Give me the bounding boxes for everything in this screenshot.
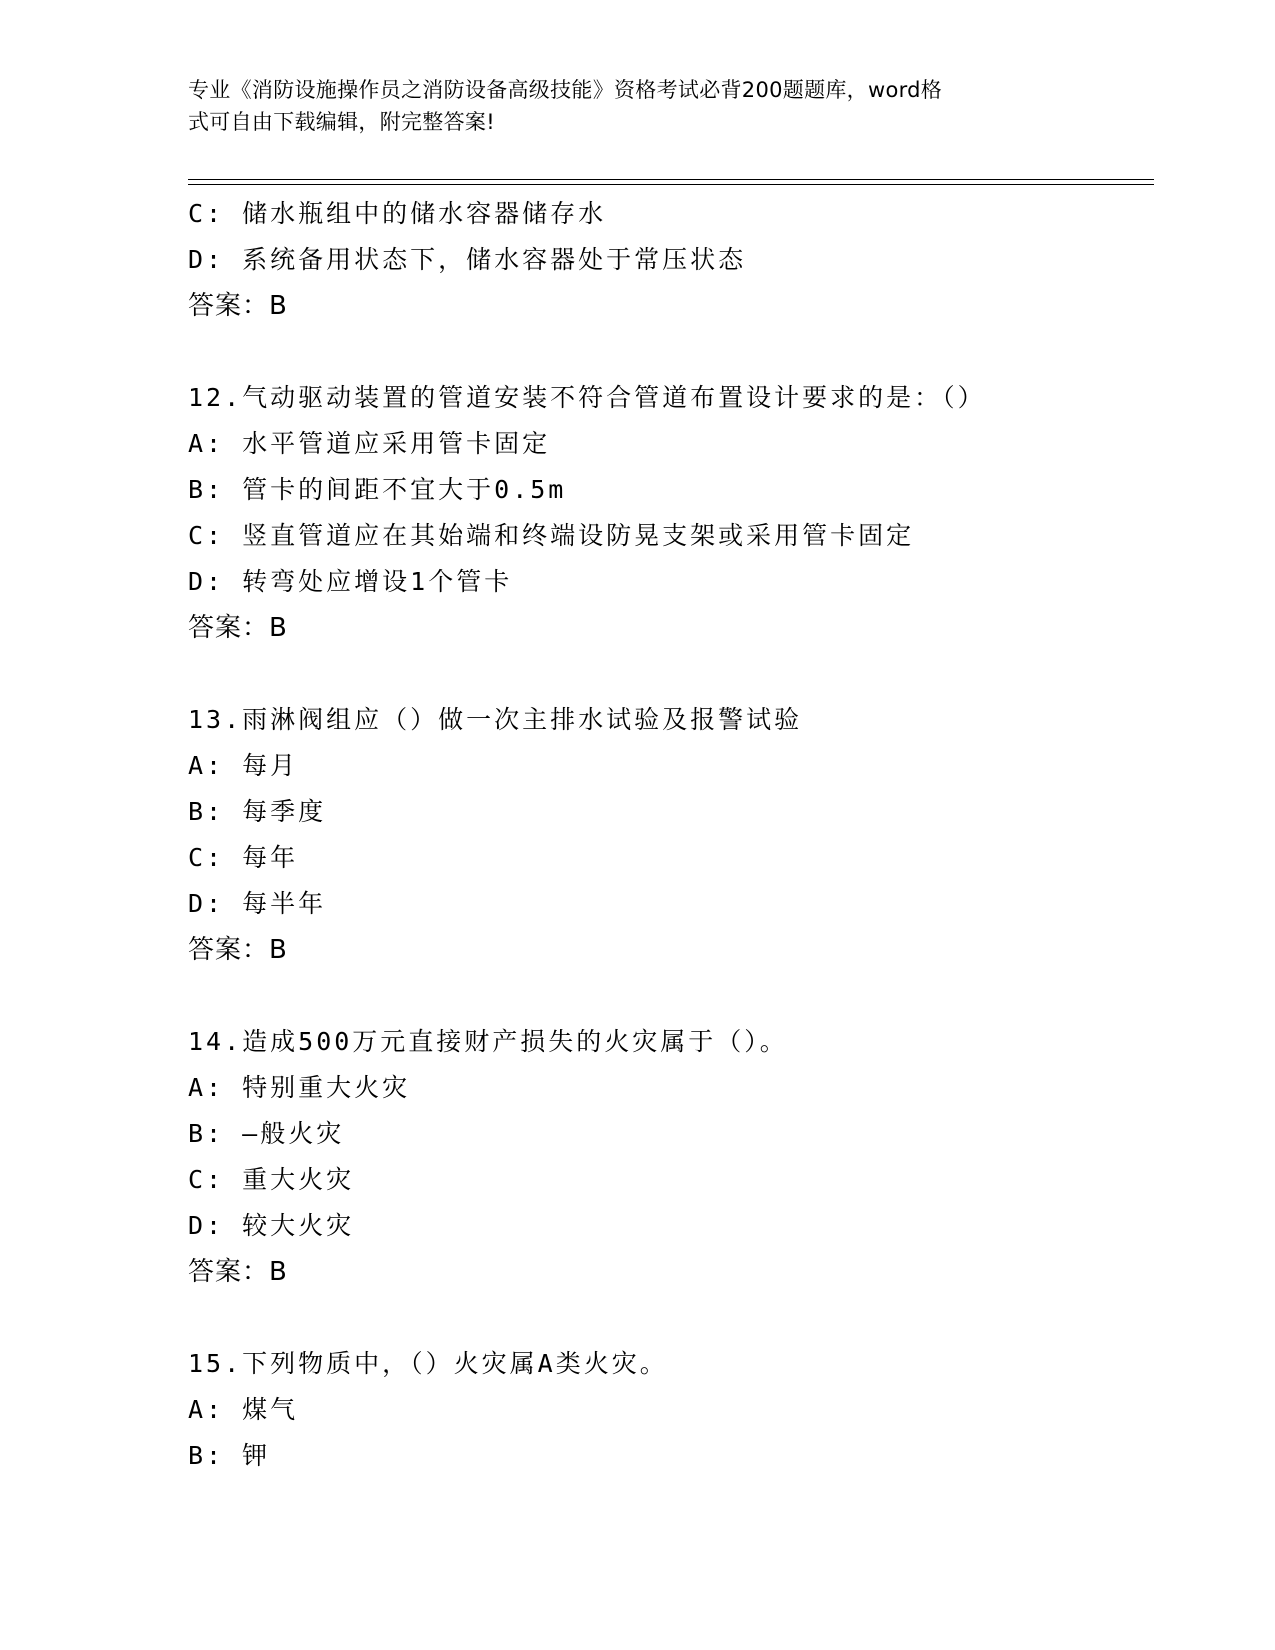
- question-text: 15.下列物质中，（）火灾属A类火灾。: [188, 1349, 668, 1378]
- option-a: A: 每月: [188, 751, 299, 780]
- option-a: A: 水平管道应采用管卡固定: [188, 429, 551, 458]
- option-b: B: 每季度: [188, 797, 327, 826]
- spacer: [188, 651, 1148, 697]
- option-c: C: 竖直管道应在其始端和终端设防晃支架或采用管卡固定: [188, 521, 915, 550]
- option-b: B: 管卡的间距不宜大于0.5m: [188, 475, 567, 504]
- question-text: 12.气动驱动装置的管道安装不符合管道布置设计要求的是：（）: [188, 383, 986, 412]
- header-title-line-2: 式可自由下载编辑，附完整答案!: [188, 110, 495, 134]
- header-divider-bottom: [188, 184, 1154, 185]
- spacer: [188, 1295, 1148, 1341]
- spacer: [188, 973, 1148, 1019]
- question-12: [188, 375, 1148, 651]
- option-d: D: 每半年: [188, 889, 327, 918]
- option-b: B: 钾: [188, 1441, 271, 1470]
- option-c: C: 储水瓶组中的储水容器储存水: [188, 199, 607, 228]
- question-text: 13.雨淋阀组应（）做一次主排水试验及报警试验: [188, 705, 803, 734]
- answer-text: 答案：B: [188, 613, 288, 643]
- option-d: D: 系统备用状态下，储水容器处于常压状态: [188, 245, 747, 274]
- question-content: [188, 191, 1148, 1479]
- answer-text: 答案：B: [188, 935, 288, 965]
- answer-text: 答案：B: [188, 1257, 288, 1287]
- option-c: C: 重大火灾: [188, 1165, 355, 1194]
- question-11-tail: [188, 191, 1148, 329]
- option-a: A: 煤气: [188, 1395, 299, 1424]
- header-divider-top: [188, 179, 1154, 180]
- option-b: B: —般火灾: [188, 1119, 345, 1148]
- spacer: [188, 329, 1148, 375]
- option-a: A: 特别重大火灾: [188, 1073, 411, 1102]
- answer-text: 答案：B: [188, 291, 288, 321]
- option-d: D: 转弯处应增设1个管卡: [188, 567, 513, 596]
- option-d: D: 较大火灾: [188, 1211, 355, 1240]
- question-13: [188, 697, 1148, 973]
- header-title-line-1: 专业《消防设施操作员之消防设备高级技能》资格考试必背200题题库，word格: [188, 78, 943, 102]
- question-14: [188, 1019, 1148, 1295]
- option-c: C: 每年: [188, 843, 299, 872]
- document-header: [188, 74, 1088, 138]
- question-15: [188, 1341, 1148, 1479]
- question-text: 14.造成500万元直接财产损失的火灾属于（）。: [188, 1027, 788, 1056]
